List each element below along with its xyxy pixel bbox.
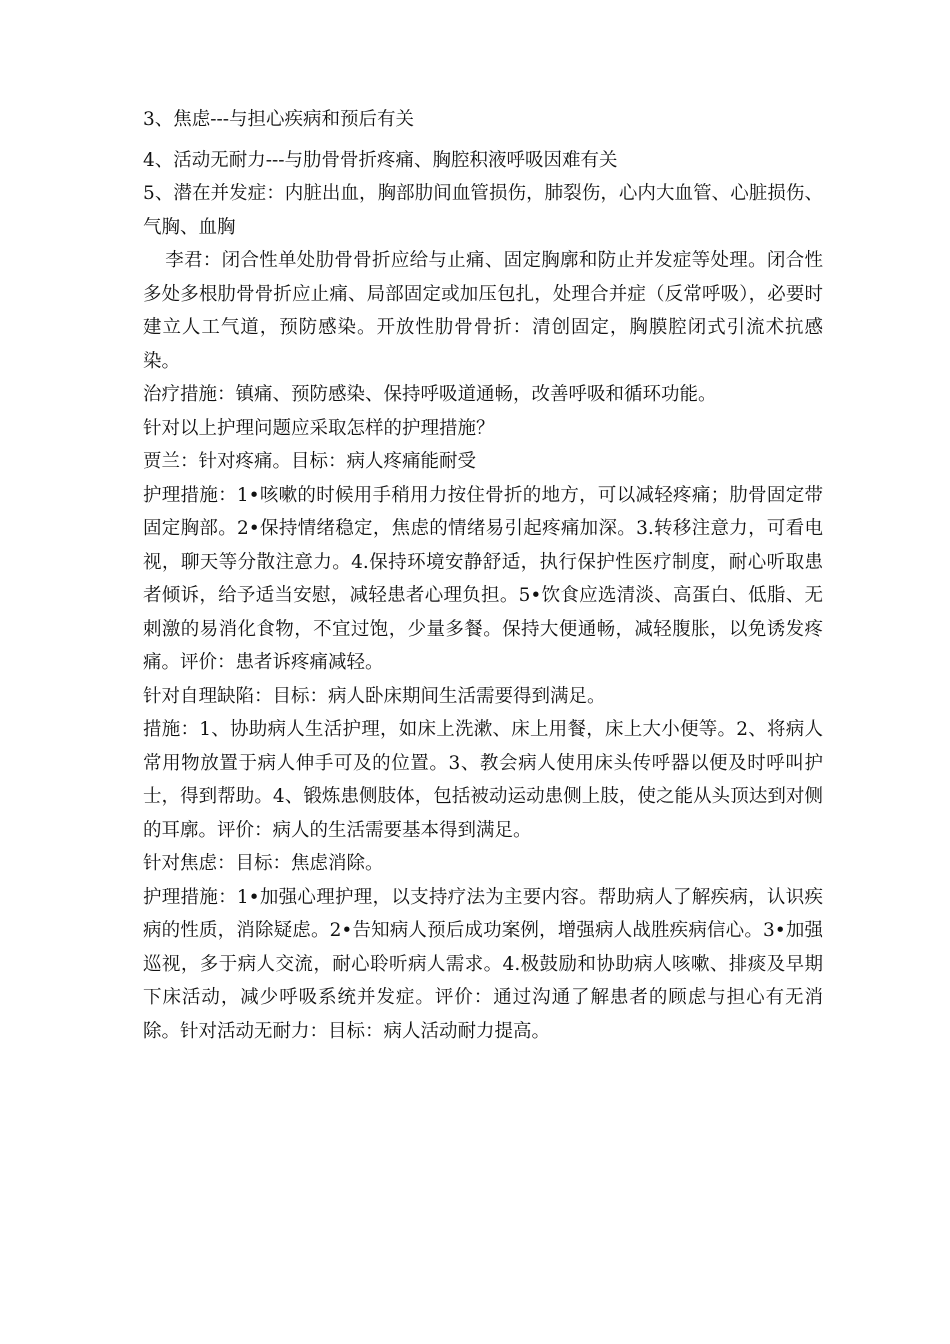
document-body [143,103,823,1048]
paragraph-self-care-measures: 措施：1、协助病人生活护理，如床上洗漱、床上用餐，床上大小便等。2、将病人常用物放置于病人伸手可及的位置。3、教会病人使用床头传呼器以便及时呼叫护士，得到帮助。4、锻炼患侧肢体，包括被动运动患侧上肢，使之能从头顶达到对侧的耳廓。评价：病人的生活需要基本得到满足。 [143,719,823,841]
paragraph-li-jun-treatment-principles: 李君：闭合性单处肋骨骨折应给与止痛、固定胸廓和防止并发症等处理。闭合性多处多根肋骨骨折应止痛、局部固定或加压包扎，处理合并症（反常呼吸），必要时建立人工气道，预防感染。开放性肋骨骨折：清创固定，胸膜腔闭式引流术抗感染。 [143,250,823,372]
paragraph-activity-intolerance-diagnosis: 4、活动无耐力---与肋骨骨折疼痛、胸腔积液呼吸因难有关 [143,149,618,171]
paragraph-pain-nursing-measures: 护理措施：1•咳嗽的时候用手稍用力按住骨折的地方，可以减轻疼痛；肋骨固定带固定胸部。2•保持情绪稳定，焦虑的情绪易引起疼痛加深。3.转移注意力，可看电视，聊天等分散注意力。4.保持环境安静舒适，执行保护性医疗制度，耐心听取患者倾诉，给予适当安慰，减轻患者心理负担。5•饮食应选清淡、高蛋白、低脂、无刺激的易消化食物，不宜过饱，少量多餐。保持大便通畅，减轻腹胀，以免诱发疼痛。评价：患者诉疼痛减轻。 [143,484,823,673]
paragraph-potential-complications: 5、潜在并发症：内脏出血，胸部肋间血管损伤，肺裂伤，心内大血管、心脏损伤、气胸、血胸 [143,183,823,238]
paragraph-anxiety-nursing-measures: 护理措施：1•加强心理护理，以支持疗法为主要内容。帮助病人了解疾病，认识疾病的性质，消除疑虑。2•告知病人预后成功案例，增强病人战胜疾病信心。3•加强巡视，多于病人交流，耐心聆听病人需求。4.极鼓励和协助病人咳嗽、排痰及早期下床活动，减少呼吸系统并发症。评价：通过沟通了解患者的顾虑与担心有无消除。针对活动无耐力：目标：病人活动耐力提高。 [143,886,823,1042]
paragraph-anxiety-goal: 针对焦虑：目标：焦虑消除。 [143,853,384,874]
paragraph-nursing-question: 针对以上护理问题应采取怎样的护理措施？ [143,417,495,439]
paragraph-pain-goal: 贾兰：针对疼痛。目标：病人疼痛能耐受 [143,451,477,472]
paragraph-treatment-measures: 治疗措施：镇痛、预防感染、保持呼吸道通畅，改善呼吸和循环功能。 [143,384,717,405]
paragraph-anxiety-diagnosis: 3、焦虑---与担心疾病和预后有关 [143,109,415,130]
paragraph-self-care-goal: 针对自理缺陷：目标：病人卧床期间生活需要得到满足。 [143,685,606,707]
